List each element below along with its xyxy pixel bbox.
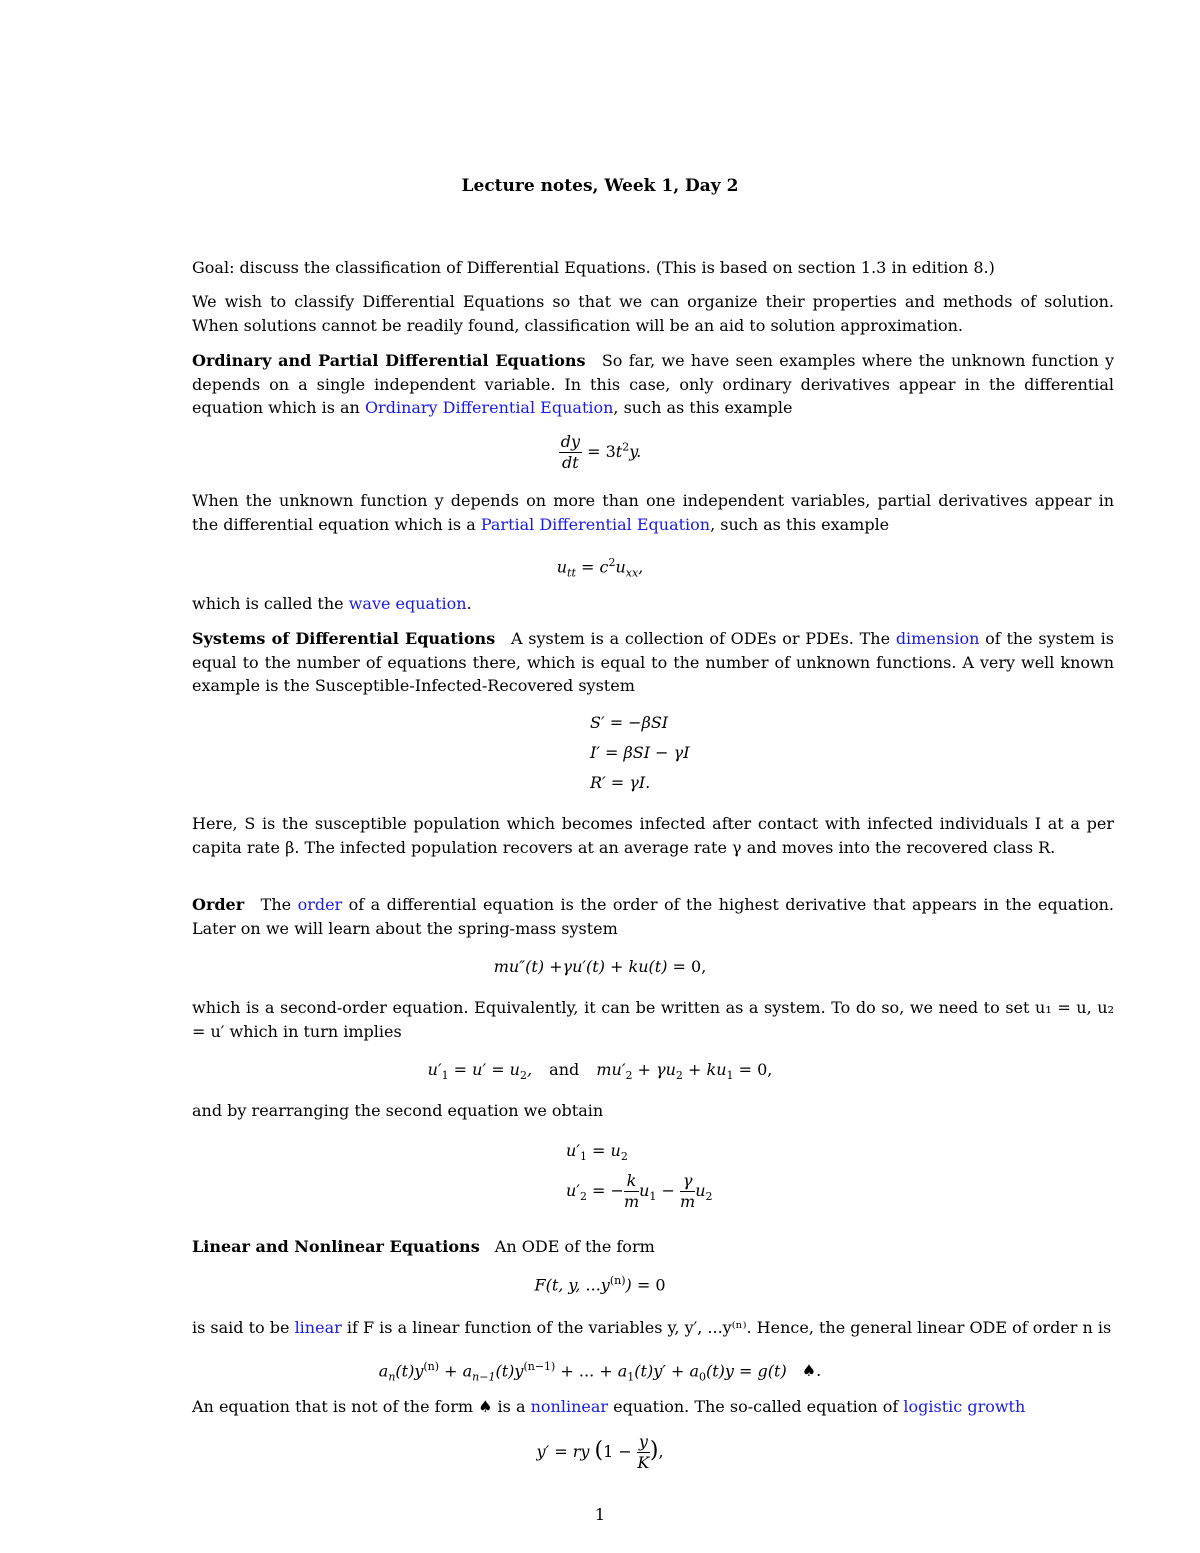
nonlinear-paragraph	[192, 1395, 1114, 1419]
paragraph-text: , such as this example	[710, 514, 890, 534]
page-number: 1	[594, 1505, 606, 1524]
pde-link[interactable]: Partial Differential Equation	[480, 514, 711, 534]
paragraph-text: The	[260, 895, 298, 914]
ode-link[interactable]: Ordinary Differential Equation	[364, 398, 614, 417]
paragraph-text: .	[466, 594, 472, 613]
equation-logistic: y′ = ry (1 − $\frac{y}{K}$ ),	[536, 1432, 664, 1472]
linear-nonlinear-paragraph	[192, 1235, 1114, 1259]
ode-pde-paragraph	[192, 349, 1114, 420]
nonlinear-link[interactable]: nonlinear	[530, 1397, 609, 1416]
equation-system-form: $u'_1 = u' = u_2$, and $mu'_2 + \gamma u_2 + ku_1 = 0$,	[427, 1060, 773, 1083]
goal-paragraph: Goal: discuss the classification of Differential Equations. (This is based on section 1.3 in edition 8.)	[192, 258, 995, 277]
and-word: and	[549, 1060, 580, 1079]
systems-paragraph	[192, 627, 1114, 698]
order-paragraph	[192, 893, 1114, 940]
paragraph-text: A system is a collection of ODEs or PDEs. The	[510, 629, 896, 648]
paragraph-text: equation. The so-called equation of	[608, 1397, 904, 1416]
dimension-link[interactable]: dimension	[895, 629, 980, 648]
order-link[interactable]: order	[297, 895, 343, 914]
linear-link[interactable]: linear	[294, 1318, 342, 1337]
paragraph-text: of a differential equation is the order of the highest derivative that appears in the equation. Later on we will learn about the spring-mass system	[192, 895, 1115, 938]
pde-paragraph	[192, 489, 1114, 536]
equation-sir-system: S′ = −βSI I′ = βSI − γI R′ = γI.	[590, 713, 690, 792]
equation-wave: $u_{tt} = c^2u_{xx}$,	[556, 556, 644, 580]
paragraph-text: , such as this example	[613, 398, 793, 417]
rearranging-paragraph: and by rearranging the second equation we obtain	[192, 1101, 604, 1120]
logistic-growth-link[interactable]: logistic growth	[903, 1397, 1026, 1416]
equation-rearranged-system: $u'_1 = u_2$ $u'_2$ = − $\frac{k}{m}$ $u_1$ − $\frac{\gamma}{m}$ $u_2$	[566, 1141, 713, 1211]
equation-spring-mass: mu″(t) +γu′(t) + ku(t) = 0,	[493, 957, 707, 976]
section-heading: Order	[192, 895, 245, 914]
paragraph-text: An equation that is not of the form ♠ is a	[192, 1397, 531, 1416]
wave-paragraph	[192, 592, 1114, 616]
paragraph-text: if F is a linear function of the variables y, y′, ...y⁽ⁿ⁾. Hence, the general linear ODE of order n is	[341, 1318, 1112, 1337]
intro-paragraph: We wish to classify Differential Equations so that we can organize their properties and methods of solution. When solutions cannot be readily found, classification will be an aid to solution approximation.	[192, 292, 1114, 335]
paragraph-text: which is called the	[192, 594, 349, 613]
second-order-paragraph: which is a second-order equation. Equivalently, it can be written as a system. To do so, we need to set u₁ = u, u₂ = u′ which in turn implies	[192, 998, 1114, 1041]
paragraph-text: is said to be	[192, 1318, 295, 1337]
page-title: Lecture notes, Week 1, Day 2	[461, 176, 739, 196]
equation-ode: $\frac{dy}{dt}$ = $3t^2y$.	[560, 432, 642, 472]
paragraph-text: So far, we have seen examples where the unknown function y depends on a single independent variable. In this case, only ordinary derivatives appear in the differential equation which is an	[192, 351, 1114, 417]
wave-equation-link[interactable]: wave equation	[348, 594, 467, 613]
section-heading: Systems of Differential Equations	[192, 629, 496, 648]
equation-general-linear-ode: $a_n(t)y^{(n)} + a_{n-1}(t)y^{(n-1)}$ + ... + $a_1(t)y' + a_0(t)y = g(t)$ ♠.	[378, 1360, 822, 1384]
paragraph-text: When the unknown function y depends on more than one independent variables, partial derivatives appear in the differential equation which is a	[192, 491, 1114, 534]
paragraph-text: An ODE of the form	[494, 1237, 655, 1256]
paragraph-text: of the system is equal to the number of equations there, which is equal to the number of unknown functions. A very well known example is the Susceptible-Infected-Recovered system	[192, 629, 1114, 695]
section-heading: Ordinary and Partial Differential Equations	[192, 351, 586, 370]
equation-general-ode: F(t, y, $...y^{(n)}) = 0$	[534, 1274, 666, 1295]
section-heading: Linear and Nonlinear Equations	[192, 1237, 480, 1256]
linear-definition-paragraph	[192, 1316, 1114, 1340]
sir-explanation-paragraph: Here, S is the susceptible population which becomes infected after contact with infected individuals I at a per capita rate β. The infected population recovers at an average rate γ and moves into the recovered class R.	[192, 814, 1114, 857]
